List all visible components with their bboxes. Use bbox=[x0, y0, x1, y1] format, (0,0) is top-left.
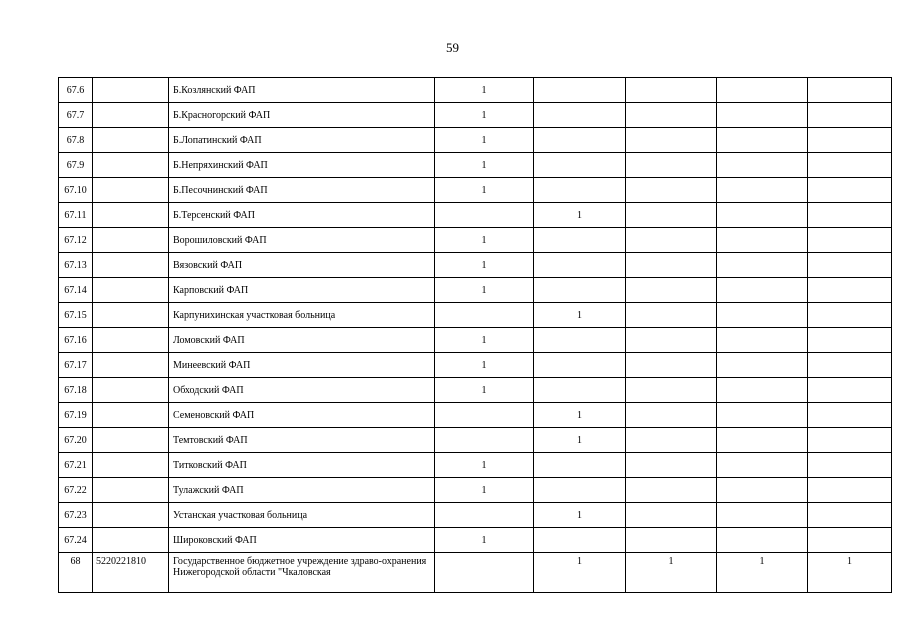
value-cell-3 bbox=[626, 453, 717, 478]
table-row bbox=[59, 528, 892, 553]
row-number-cell: 67.11 bbox=[59, 203, 93, 228]
value-cell-2: 1 bbox=[534, 203, 626, 228]
row-number-cell: 67.12 bbox=[59, 228, 93, 253]
value-cell-3 bbox=[626, 403, 717, 428]
table-row bbox=[59, 103, 892, 128]
value-cell-4: 1 bbox=[717, 553, 808, 593]
facility-name-cell: Семеновский ФАП bbox=[169, 403, 435, 428]
code-cell bbox=[93, 403, 169, 428]
value-cell-4 bbox=[717, 328, 808, 353]
row-number-cell: 67.23 bbox=[59, 503, 93, 528]
table-row bbox=[59, 428, 892, 453]
value-cell-1 bbox=[435, 503, 534, 528]
value-cell-4 bbox=[717, 178, 808, 203]
facility-name-cell: Государственное бюджетное учреждение здраво-охранения Нижегородской области "Чкаловская bbox=[169, 553, 435, 593]
row-number-cell: 67.9 bbox=[59, 153, 93, 178]
table-row bbox=[59, 303, 892, 328]
value-cell-1: 1 bbox=[435, 478, 534, 503]
value-cell-1: 1 bbox=[435, 353, 534, 378]
table-row bbox=[59, 228, 892, 253]
facility-name-cell: Темтовский ФАП bbox=[169, 428, 435, 453]
value-cell-2: 1 bbox=[534, 428, 626, 453]
row-number-cell: 67.16 bbox=[59, 328, 93, 353]
row-number-cell: 67.15 bbox=[59, 303, 93, 328]
value-cell-3 bbox=[626, 78, 717, 103]
facility-name-cell: Устанская участковая больница bbox=[169, 503, 435, 528]
facility-name-cell: Б.Терсенский ФАП bbox=[169, 203, 435, 228]
row-number-cell: 67.20 bbox=[59, 428, 93, 453]
facility-name-cell: Б.Красногорский ФАП bbox=[169, 103, 435, 128]
page-number: 59 bbox=[446, 40, 459, 55]
value-cell-5 bbox=[808, 78, 892, 103]
value-cell-4 bbox=[717, 528, 808, 553]
facility-name-cell: Широковский ФАП bbox=[169, 528, 435, 553]
row-number-cell: 67.24 bbox=[59, 528, 93, 553]
row-number-cell: 67.10 bbox=[59, 178, 93, 203]
facility-name-cell: Карповский ФАП bbox=[169, 278, 435, 303]
value-cell-5 bbox=[808, 328, 892, 353]
value-cell-5 bbox=[808, 178, 892, 203]
value-cell-4 bbox=[717, 103, 808, 128]
value-cell-4 bbox=[717, 228, 808, 253]
value-cell-3 bbox=[626, 128, 717, 153]
facility-name-cell: Ломовский ФАП bbox=[169, 328, 435, 353]
value-cell-5 bbox=[808, 103, 892, 128]
code-cell bbox=[93, 353, 169, 378]
value-cell-4 bbox=[717, 253, 808, 278]
value-cell-3 bbox=[626, 153, 717, 178]
code-cell bbox=[93, 303, 169, 328]
code-cell bbox=[93, 128, 169, 153]
value-cell-5 bbox=[808, 253, 892, 278]
row-number-cell: 67.13 bbox=[59, 253, 93, 278]
value-cell-1: 1 bbox=[435, 78, 534, 103]
value-cell-4 bbox=[717, 503, 808, 528]
row-number-cell: 67.6 bbox=[59, 78, 93, 103]
value-cell-1 bbox=[435, 303, 534, 328]
value-cell-3 bbox=[626, 228, 717, 253]
value-cell-4 bbox=[717, 278, 808, 303]
value-cell-3 bbox=[626, 178, 717, 203]
value-cell-4 bbox=[717, 403, 808, 428]
value-cell-5 bbox=[808, 428, 892, 453]
facility-name-cell: Б.Козлянский ФАП bbox=[169, 78, 435, 103]
value-cell-1 bbox=[435, 553, 534, 593]
table-row bbox=[59, 128, 892, 153]
table-row bbox=[59, 78, 892, 103]
value-cell-1: 1 bbox=[435, 278, 534, 303]
table-row bbox=[59, 353, 892, 378]
facility-name-cell: Карпунихинская участковая больница bbox=[169, 303, 435, 328]
code-cell: 5220221810 bbox=[93, 553, 169, 593]
facility-name-cell: Обходский ФАП bbox=[169, 378, 435, 403]
value-cell-2: 1 bbox=[534, 553, 626, 593]
value-cell-2 bbox=[534, 528, 626, 553]
value-cell-4 bbox=[717, 478, 808, 503]
row-number-cell: 67.21 bbox=[59, 453, 93, 478]
value-cell-3: 1 bbox=[626, 553, 717, 593]
value-cell-2: 1 bbox=[534, 403, 626, 428]
code-cell bbox=[93, 503, 169, 528]
table-row bbox=[59, 153, 892, 178]
value-cell-2: 1 bbox=[534, 303, 626, 328]
facility-name-cell: Минеевский ФАП bbox=[169, 353, 435, 378]
value-cell-5 bbox=[808, 353, 892, 378]
value-cell-3 bbox=[626, 278, 717, 303]
table-row bbox=[59, 453, 892, 478]
value-cell-1 bbox=[435, 403, 534, 428]
value-cell-1: 1 bbox=[435, 328, 534, 353]
code-cell bbox=[93, 428, 169, 453]
facility-name-cell: Б.Песочнинский ФАП bbox=[169, 178, 435, 203]
value-cell-4 bbox=[717, 428, 808, 453]
value-cell-4 bbox=[717, 128, 808, 153]
row-number-cell: 67.14 bbox=[59, 278, 93, 303]
value-cell-1: 1 bbox=[435, 228, 534, 253]
code-cell bbox=[93, 478, 169, 503]
value-cell-5 bbox=[808, 153, 892, 178]
row-number-cell: 67.19 bbox=[59, 403, 93, 428]
value-cell-3 bbox=[626, 503, 717, 528]
value-cell-4 bbox=[717, 303, 808, 328]
value-cell-1: 1 bbox=[435, 253, 534, 278]
table-body bbox=[59, 78, 892, 593]
value-cell-5 bbox=[808, 303, 892, 328]
value-cell-2 bbox=[534, 328, 626, 353]
code-cell bbox=[93, 103, 169, 128]
value-cell-3 bbox=[626, 353, 717, 378]
code-cell bbox=[93, 378, 169, 403]
value-cell-1 bbox=[435, 203, 534, 228]
code-cell bbox=[93, 278, 169, 303]
row-number-cell: 67.17 bbox=[59, 353, 93, 378]
table-row bbox=[59, 553, 892, 593]
value-cell-3 bbox=[626, 328, 717, 353]
code-cell bbox=[93, 178, 169, 203]
value-cell-3 bbox=[626, 478, 717, 503]
code-cell bbox=[93, 453, 169, 478]
table-row bbox=[59, 278, 892, 303]
value-cell-5 bbox=[808, 128, 892, 153]
table-row bbox=[59, 178, 892, 203]
value-cell-1: 1 bbox=[435, 103, 534, 128]
value-cell-1 bbox=[435, 428, 534, 453]
table-row bbox=[59, 403, 892, 428]
value-cell-2 bbox=[534, 478, 626, 503]
facility-name-cell: Титковский ФАП bbox=[169, 453, 435, 478]
value-cell-3 bbox=[626, 303, 717, 328]
value-cell-5 bbox=[808, 503, 892, 528]
row-number-cell: 67.8 bbox=[59, 128, 93, 153]
value-cell-5 bbox=[808, 278, 892, 303]
table-row bbox=[59, 328, 892, 353]
facility-name-cell: Ворошиловский ФАП bbox=[169, 228, 435, 253]
code-cell bbox=[93, 78, 169, 103]
value-cell-4 bbox=[717, 78, 808, 103]
row-number-cell: 67.22 bbox=[59, 478, 93, 503]
value-cell-1: 1 bbox=[435, 153, 534, 178]
facility-name-cell: Б.Лопатинский ФАП bbox=[169, 128, 435, 153]
value-cell-2 bbox=[534, 228, 626, 253]
facility-name-cell: Б.Непряхинский ФАП bbox=[169, 153, 435, 178]
facility-name-cell: Вязовский ФАП bbox=[169, 253, 435, 278]
value-cell-5 bbox=[808, 453, 892, 478]
facilities-table bbox=[58, 77, 892, 593]
code-cell bbox=[93, 228, 169, 253]
code-cell bbox=[93, 253, 169, 278]
value-cell-2 bbox=[534, 153, 626, 178]
value-cell-2 bbox=[534, 178, 626, 203]
value-cell-2 bbox=[534, 353, 626, 378]
value-cell-1: 1 bbox=[435, 378, 534, 403]
value-cell-2 bbox=[534, 278, 626, 303]
code-cell bbox=[93, 528, 169, 553]
value-cell-3 bbox=[626, 253, 717, 278]
value-cell-5 bbox=[808, 228, 892, 253]
value-cell-1: 1 bbox=[435, 178, 534, 203]
value-cell-1: 1 bbox=[435, 528, 534, 553]
value-cell-5 bbox=[808, 528, 892, 553]
value-cell-3 bbox=[626, 103, 717, 128]
table-row bbox=[59, 378, 892, 403]
value-cell-5 bbox=[808, 203, 892, 228]
value-cell-1: 1 bbox=[435, 128, 534, 153]
table-row bbox=[59, 478, 892, 503]
value-cell-5 bbox=[808, 403, 892, 428]
value-cell-5 bbox=[808, 478, 892, 503]
row-number-cell: 67.18 bbox=[59, 378, 93, 403]
facility-name-cell: Тулажский ФАП bbox=[169, 478, 435, 503]
value-cell-1: 1 bbox=[435, 453, 534, 478]
code-cell bbox=[93, 153, 169, 178]
value-cell-4 bbox=[717, 378, 808, 403]
value-cell-4 bbox=[717, 453, 808, 478]
value-cell-3 bbox=[626, 378, 717, 403]
table-row bbox=[59, 253, 892, 278]
value-cell-3 bbox=[626, 428, 717, 453]
row-number-cell: 67.7 bbox=[59, 103, 93, 128]
value-cell-5: 1 bbox=[808, 553, 892, 593]
value-cell-3 bbox=[626, 528, 717, 553]
value-cell-2 bbox=[534, 378, 626, 403]
table-row bbox=[59, 203, 892, 228]
value-cell-3 bbox=[626, 203, 717, 228]
table-row bbox=[59, 503, 892, 528]
value-cell-2 bbox=[534, 78, 626, 103]
row-number-cell: 68 bbox=[59, 553, 93, 593]
code-cell bbox=[93, 203, 169, 228]
value-cell-2 bbox=[534, 453, 626, 478]
value-cell-4 bbox=[717, 353, 808, 378]
value-cell-2 bbox=[534, 128, 626, 153]
value-cell-5 bbox=[808, 378, 892, 403]
code-cell bbox=[93, 328, 169, 353]
value-cell-4 bbox=[717, 153, 808, 178]
value-cell-4 bbox=[717, 203, 808, 228]
value-cell-2 bbox=[534, 253, 626, 278]
value-cell-2 bbox=[534, 103, 626, 128]
value-cell-2: 1 bbox=[534, 503, 626, 528]
